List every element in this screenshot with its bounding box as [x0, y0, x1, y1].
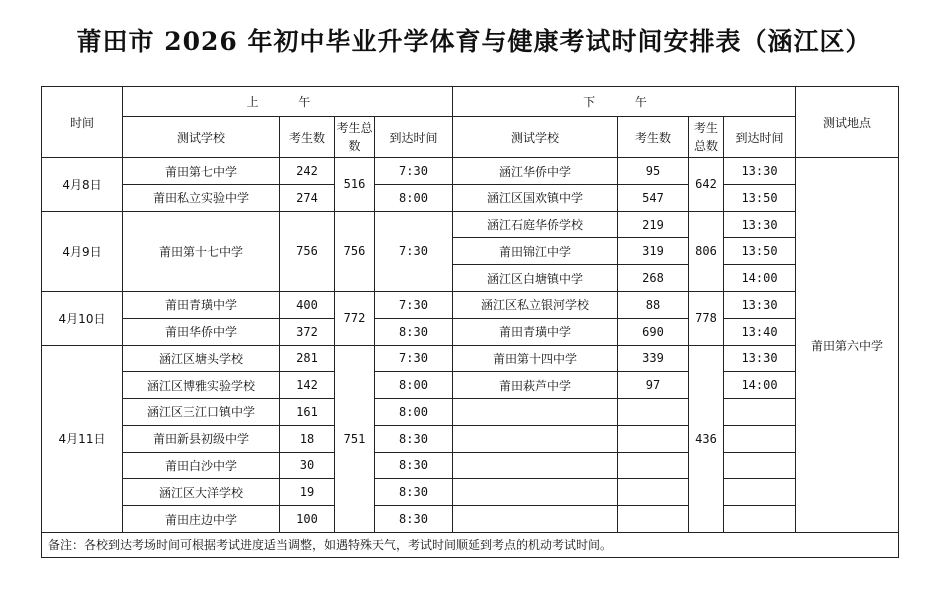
am-count-cell: 19 — [280, 479, 335, 506]
pm-arrival-cell-empty — [724, 506, 796, 533]
am-arrival-cell: 8:30 — [375, 425, 453, 452]
pm-school-cell-empty — [453, 479, 618, 506]
pm-count-cell: 268 — [618, 265, 689, 292]
pm-arrival-cell-empty — [724, 399, 796, 426]
am-arrival-cell: 7:30 — [375, 292, 453, 319]
am-arrival-cell: 7:30 — [375, 211, 453, 291]
pm-count-cell: 97 — [618, 372, 689, 399]
header-location: 测试地点 — [796, 87, 899, 158]
pm-school-cell-empty — [453, 399, 618, 426]
note-text: 备注：各校到达考场时间可根据考试进度适当调整，如遇特殊天气，考试时间顺延到考点的机动考试时间。 — [42, 532, 899, 557]
date-cell: 4月9日 — [42, 211, 123, 291]
pm-count-cell-empty — [618, 506, 689, 533]
table-row — [42, 158, 899, 185]
am-count-cell: 100 — [280, 506, 335, 533]
am-total-cell: 756 — [335, 211, 375, 291]
header-row-2 — [42, 117, 899, 158]
am-school-cell: 涵江区大洋学校 — [123, 479, 280, 506]
table-row — [42, 506, 899, 533]
am-school-cell: 莆田白沙中学 — [123, 452, 280, 479]
pm-school-cell: 莆田萩芦中学 — [453, 372, 618, 399]
am-school-cell: 莆田私立实验中学 — [123, 184, 280, 211]
pm-count-cell-empty — [618, 425, 689, 452]
am-arrival-cell: 8:00 — [375, 372, 453, 399]
pm-arrival-cell: 13:30 — [724, 158, 796, 185]
pm-total-cell: 436 — [689, 345, 724, 532]
pm-total-cell: 778 — [689, 292, 724, 346]
header-time: 时间 — [42, 87, 123, 158]
pm-school-cell: 莆田第十四中学 — [453, 345, 618, 372]
am-arrival-cell: 8:30 — [375, 506, 453, 533]
pm-arrival-cell-empty — [724, 452, 796, 479]
pm-count-cell: 339 — [618, 345, 689, 372]
am-count-cell: 142 — [280, 372, 335, 399]
pm-arrival-cell: 13:50 — [724, 184, 796, 211]
pm-arrival-cell: 13:30 — [724, 345, 796, 372]
table-row — [42, 345, 899, 372]
am-arrival-cell: 8:30 — [375, 479, 453, 506]
header-morning: 上 午 — [123, 87, 453, 117]
pm-arrival-cell-empty — [724, 479, 796, 506]
am-count-cell: 400 — [280, 292, 335, 319]
pm-count-cell-empty — [618, 452, 689, 479]
am-total-cell: 772 — [335, 292, 375, 346]
pm-school-cell: 涵江区白塘镇中学 — [453, 265, 618, 292]
pm-school-cell: 莆田青璜中学 — [453, 318, 618, 345]
table-row — [42, 399, 899, 426]
am-school-cell: 莆田庄边中学 — [123, 506, 280, 533]
header-am-school: 测试学校 — [123, 117, 280, 158]
am-school-cell: 涵江区塘头学校 — [123, 345, 280, 372]
header-pm-arrival: 到达时间 — [724, 117, 796, 158]
note-row — [42, 532, 899, 557]
pm-school-cell: 涵江石庭华侨学校 — [453, 211, 618, 238]
am-count-cell: 756 — [280, 211, 335, 291]
am-count-cell: 242 — [280, 158, 335, 185]
pm-count-cell: 88 — [618, 292, 689, 319]
schedule-table — [41, 86, 899, 558]
table-row — [42, 425, 899, 452]
date-cell: 4月8日 — [42, 158, 123, 212]
pm-arrival-cell: 13:30 — [724, 292, 796, 319]
pm-total-cell: 806 — [689, 211, 724, 291]
header-pm-count: 考生数 — [618, 117, 689, 158]
table-row — [42, 372, 899, 399]
am-count-cell: 372 — [280, 318, 335, 345]
pm-arrival-cell: 14:00 — [724, 265, 796, 292]
pm-count-cell-empty — [618, 399, 689, 426]
header-row-1 — [42, 87, 899, 117]
pm-arrival-cell: 13:50 — [724, 238, 796, 265]
am-school-cell: 涵江区三江口镇中学 — [123, 399, 280, 426]
pm-count-cell: 95 — [618, 158, 689, 185]
header-am-count: 考生数 — [280, 117, 335, 158]
pm-count-cell: 690 — [618, 318, 689, 345]
pm-arrival-cell: 13:40 — [724, 318, 796, 345]
pm-school-cell: 涵江区私立银河学校 — [453, 292, 618, 319]
am-total-cell: 751 — [335, 345, 375, 532]
am-school-cell: 莆田第十七中学 — [123, 211, 280, 291]
am-arrival-cell: 7:30 — [375, 158, 453, 185]
pm-arrival-cell: 13:30 — [724, 211, 796, 238]
am-school-cell: 涵江区博雅实验学校 — [123, 372, 280, 399]
pm-count-cell: 319 — [618, 238, 689, 265]
am-school-cell: 莆田新县初级中学 — [123, 425, 280, 452]
table-row — [42, 479, 899, 506]
am-total-cell: 516 — [335, 158, 375, 212]
pm-school-cell: 涵江区国欢镇中学 — [453, 184, 618, 211]
am-count-cell: 274 — [280, 184, 335, 211]
pm-school-cell-empty — [453, 506, 618, 533]
pm-count-cell-empty — [618, 479, 689, 506]
pm-school-cell: 莆田锦江中学 — [453, 238, 618, 265]
header-am-total: 考生总数 — [335, 117, 375, 158]
am-arrival-cell: 8:00 — [375, 184, 453, 211]
pm-total-cell: 642 — [689, 158, 724, 212]
am-count-cell: 30 — [280, 452, 335, 479]
date-cell: 4月10日 — [42, 292, 123, 346]
am-school-cell: 莆田第七中学 — [123, 158, 280, 185]
am-arrival-cell: 7:30 — [375, 345, 453, 372]
pm-arrival-cell-empty — [724, 425, 796, 452]
date-cell: 4月11日 — [42, 345, 123, 532]
am-count-cell: 161 — [280, 399, 335, 426]
am-count-cell: 281 — [280, 345, 335, 372]
pm-school-cell: 涵江华侨中学 — [453, 158, 618, 185]
am-arrival-cell: 8:00 — [375, 399, 453, 426]
am-school-cell: 莆田华侨中学 — [123, 318, 280, 345]
pm-count-cell: 547 — [618, 184, 689, 211]
table-row — [42, 292, 899, 319]
pm-school-cell-empty — [453, 452, 618, 479]
table-row — [42, 452, 899, 479]
page-title: 莆田市 2026 年初中毕业升学体育与健康考试时间安排表（涵江区） — [76, 27, 872, 56]
table-row — [42, 184, 899, 211]
pm-arrival-cell: 14:00 — [724, 372, 796, 399]
am-arrival-cell: 8:30 — [375, 318, 453, 345]
pm-count-cell: 219 — [618, 211, 689, 238]
pm-school-cell-empty — [453, 425, 618, 452]
location-cell: 莆田第六中学 — [796, 158, 899, 533]
table-row — [42, 318, 899, 345]
header-pm-school: 测试学校 — [453, 117, 618, 158]
am-school-cell: 莆田青璜中学 — [123, 292, 280, 319]
table-row — [42, 211, 899, 238]
header-pm-total: 考生总数 — [689, 117, 724, 158]
am-count-cell: 18 — [280, 425, 335, 452]
am-arrival-cell: 8:30 — [375, 452, 453, 479]
header-afternoon: 下 午 — [453, 87, 796, 117]
header-am-arrival: 到达时间 — [375, 117, 453, 158]
